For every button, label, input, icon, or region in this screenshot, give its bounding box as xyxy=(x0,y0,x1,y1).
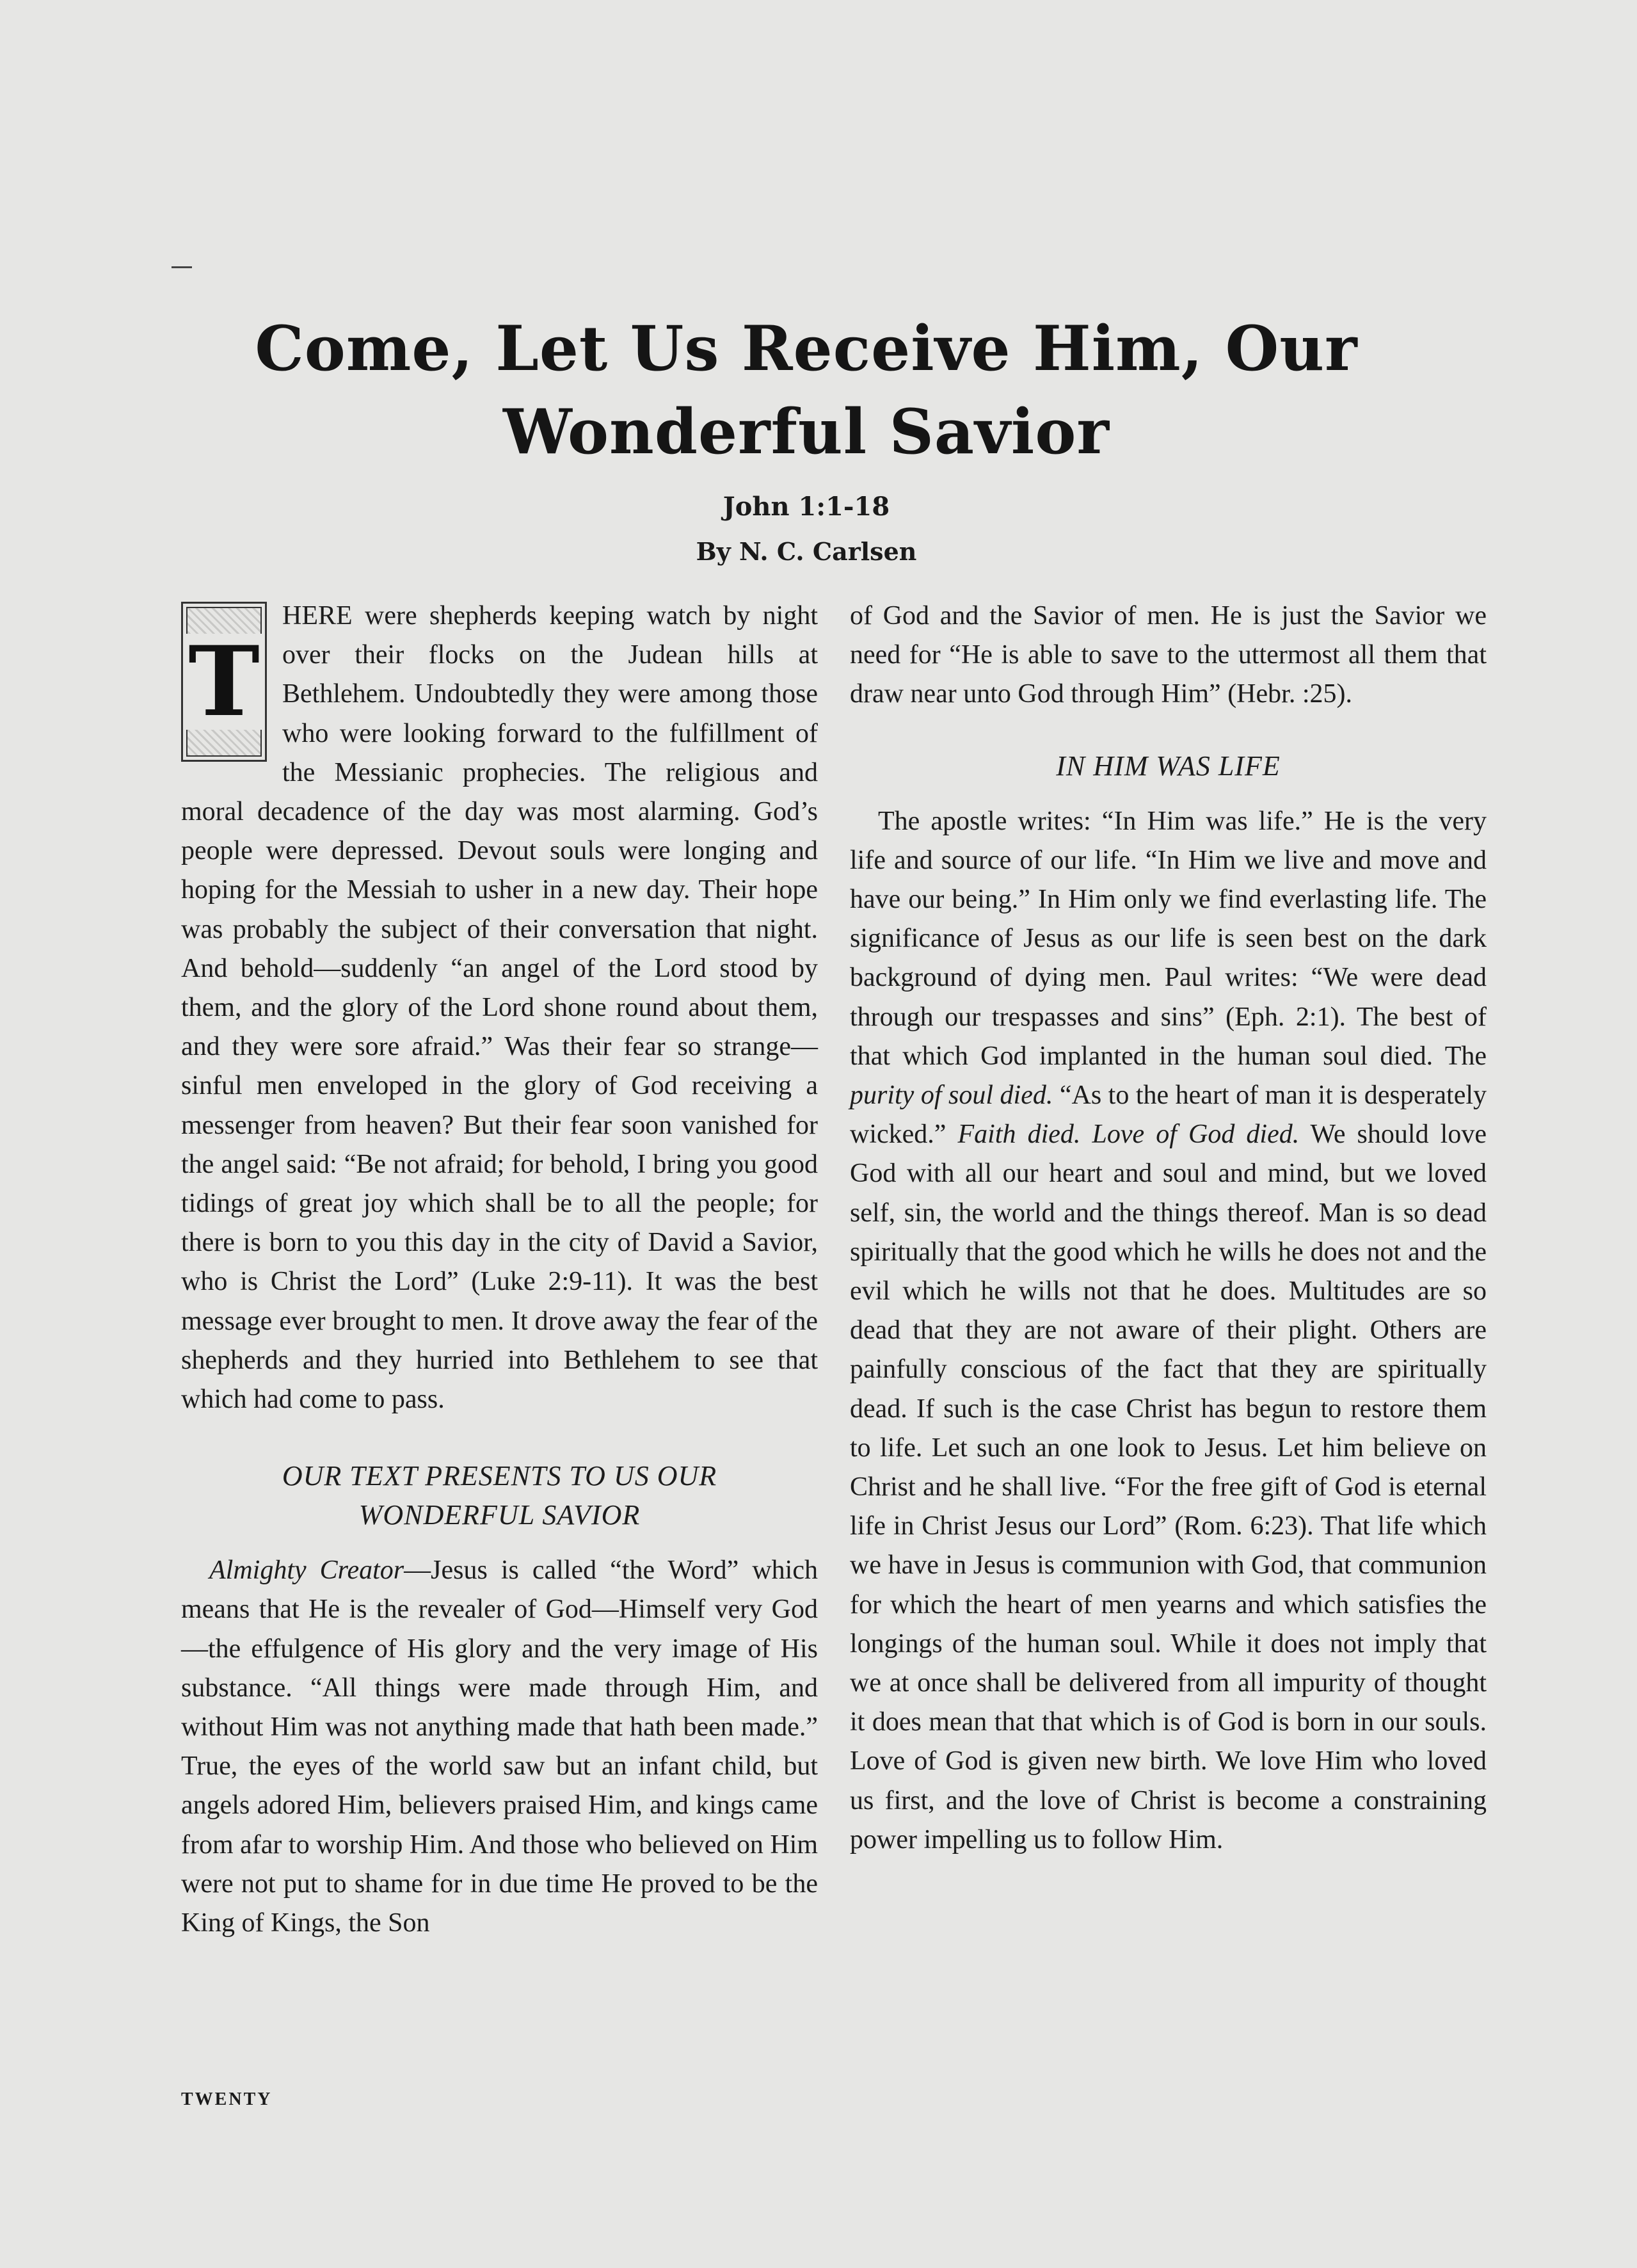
life-text-b: “As to the heart of man it is desperately wicked.” xyxy=(850,1081,1487,1150)
author-byline: By N. C. Carlsen xyxy=(696,537,917,566)
scan-mark xyxy=(172,266,192,268)
page-number-label: TWENTY xyxy=(181,2089,273,2109)
section-heading-life: IN HIM WAS LIFE xyxy=(1056,750,1281,782)
life-text-c: We should love God with all our heart and soul and mind, but we loved self, sin, the world and the things thereof. Man is so dead spiritually that the good which he wills he does not and the evil which he wills not that he does. Multitudes are so dead that they are not aware of their plight. Others are painfully conscious of the fact that they are spiritually dead. If such is the case Christ has begun to restore them to life. Let such an one look to Jesus. Let him believe on Christ and he shall live. “For the free gift of God is eternal life in Christ Jesus our Lord” (Rom. 6:23). That life which we have in Jesus is communion with God, that communion for which the heart of men yearns and which satisfies the longings of the human soul. While it does not imply that we at once shall be delivered from all impurity of thought it does mean that that which is of God is born in our souls. Love of God is given new birth. We love Him who loved us first, and the love of Christ is become a constraining power impelling us to follow Him. xyxy=(850,1120,1487,1854)
life-text-a: The apostle writes: “In Him was life.” He is the very life and source of our life. “In Him we live and move and have our being.” In Him only we find everlasting life. The significance of Jesus as our life is seen best on the dark background of dying men. Paul writes: “We were dead through our trespasses and sins” (Eph. 2:1). The best of that which God implanted in the human soul died. The xyxy=(850,806,1487,1071)
life-italic-1: purity of soul died. xyxy=(850,1081,1053,1111)
section-heading-wonderful-savior xyxy=(181,1456,818,1534)
left-column xyxy=(181,597,818,1943)
ornament-frame xyxy=(186,607,262,757)
intro-paragraph: HERE were shepherds keeping watch by night over their flocks on the Judean hills at Bethlehem. Undoubtedly they were among those who were looking forward to the fulfillment of the Messianic prophecies. The religious and moral decadence of the day was most alarming. God’s people were depressed. Devout souls were longing and hoping for the Messiah to usher in a new day. Their hope was probably the subject of their conversation that night. And behold—suddenly “an angel of the Lord stood by them, and the glory of the Lord shone round about them, and they were sore afraid.” Was their fear so strange—sinful men enveloped in the glory of God receiving a messenger from heaven? But their fear soon vanished for the angel said: “Be not afraid; for behold, I bring you good tidings of great joy which shall be to all the people; for there is born to you this day in the city of David a Savior, who is Christ the Lord” (Luke 2:9-11). It was the best message ever brought to men. It drove away the fear of the shepherds and they hurried into Bethlehem to see that which had come to pass. xyxy=(181,601,818,1415)
creator-lead-in: Almighty Creator xyxy=(209,1556,404,1586)
life-italic-2: Faith died. Love of God died. xyxy=(957,1120,1300,1150)
title-line-1: Come, Let Us Receive Him, Our xyxy=(255,312,1358,385)
article-title xyxy=(0,307,1613,474)
decorative-initial xyxy=(181,602,267,762)
section-heading-line-2: WONDERFUL SAVIOR xyxy=(358,1499,641,1531)
article-header xyxy=(0,307,1613,570)
life-paragraph xyxy=(850,802,1487,1860)
scripture-reference: John 1:1-18 xyxy=(723,492,890,522)
right-column xyxy=(850,597,1487,1860)
creator-paragraph-text: —Jesus is called “the Word” which means that He is the revealer of God—Himself very God—the effulgence of His glory and the very image of His substance. “All things were made through Him, and without Him was not anything made that hath been made.” True, the eyes of the world saw but an infant child, but angels adored Him, believers praised Him, and kings came from afar to worship Him. And those who believed on Him were not put to shame for in due time He proved to be the King of Kings, the Son xyxy=(181,1556,818,1938)
section-heading-line-1: OUR TEXT PRESENTS TO US OUR xyxy=(282,1460,717,1492)
continued-paragraph: of God and the Savior of men. He is just the Savior we need for “He is able to save to the uttermost all them that draw near unto God through Him” (Hebr. :25). xyxy=(850,601,1487,709)
title-line-2: Wonderful Savior xyxy=(503,396,1110,468)
dropcap-letter: T xyxy=(184,634,264,730)
creator-paragraph xyxy=(181,1551,818,1943)
